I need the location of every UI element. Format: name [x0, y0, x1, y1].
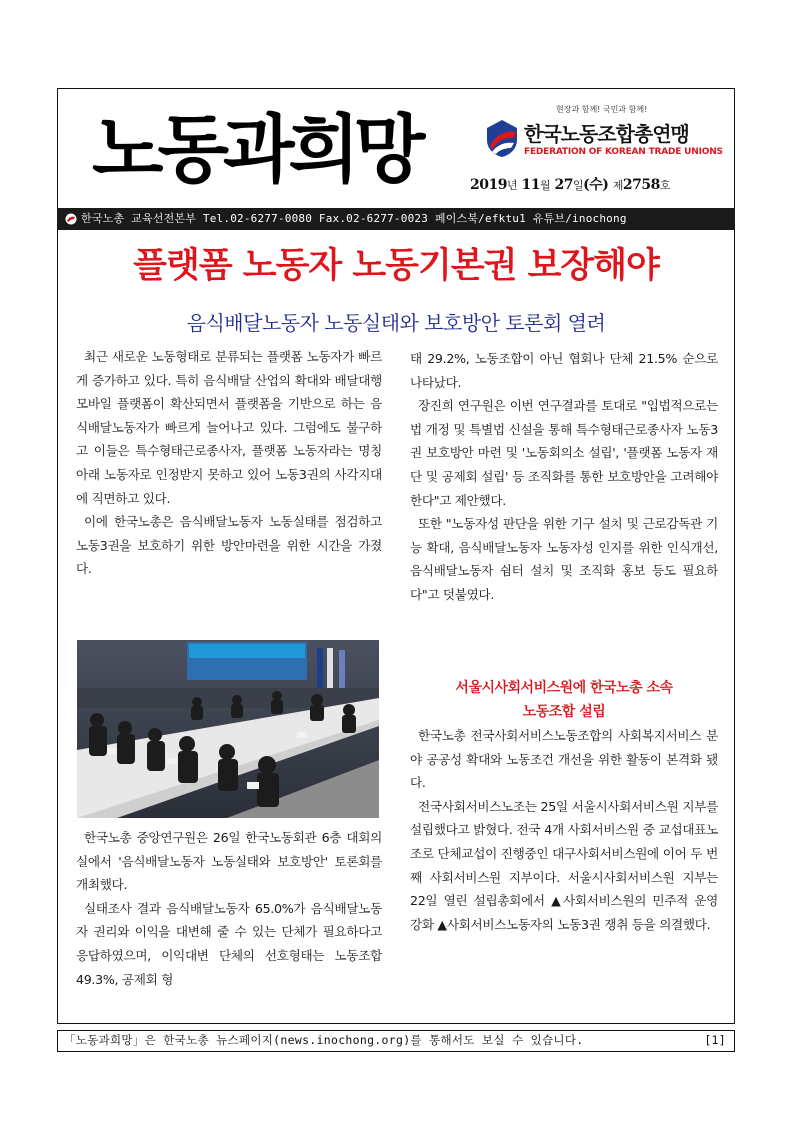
issue-year: 2019	[470, 177, 507, 193]
issue-day-unit: 일	[572, 179, 584, 192]
article-left-column-bottom	[76, 826, 382, 991]
paragraph: 이에 한국노총은 음식배달노동자 노동실태를 점검하고 노동3권을 보호하기 위한 방안마련을 위한 시간을 가졌다.	[76, 514, 382, 577]
page-number: [1]	[704, 1033, 726, 1047]
org-name: 한국노동조합총연맹	[524, 122, 689, 146]
headline: 플랫폼 노동자 노동기본권 보장해야	[133, 246, 659, 286]
footer-text: 「노동과희망」은 한국노총 뉴스페이지(news.inochong.org)를 통해서도 보실 수 있습니다.	[64, 1033, 584, 1047]
issue-number-unit: 호	[659, 179, 671, 192]
second-article-headline	[410, 676, 718, 724]
article-left-column-top	[76, 345, 382, 581]
fktu-logo-icon	[484, 118, 520, 158]
paragraph: 장진희 연구원은 이번 연구결과를 토대로 "입법적으로는 법 개정 및 특별법 신설을 통해 특수형태근로종사자 노동3권 보호방안 마련 및 '노동회의소 설립', '플랫폼 노동자 재단 및 공제회 설립' 등 조직화를 통한 보호방안을 고려해야 한다"고 제안했다.	[410, 398, 718, 508]
fktu-mark-icon	[65, 213, 77, 225]
paragraph: 최근 새로운 노동형태로 분류되는 플랫폼 노동자가 빠르게 증가하고 있다. 특히 음식배달 산업의 확대와 배달대행 모바일 플랫폼이 확산되면서 플랫폼을 기반으로 하는 음식배달노동자가 빠르게 늘어나고 있다. 그럼에도 불구하고 이들은 특수형태근로종사자, 플랫폼 노동자라는 명칭아래 노동자로 인정받지 못하고 있어 노동3권의 사각지대에 직면하고 있다.	[76, 349, 382, 506]
article-right-column	[410, 347, 718, 607]
org-tagline: 현장과 함께! 국민과 함께!	[556, 105, 648, 114]
paragraph: 태 29.2%, 노동조합이 아닌 협회나 단체 21.5% 순으로 나타났다.	[410, 351, 718, 390]
issue-month: 11	[521, 177, 540, 193]
subheadline: 음식배달노동자 노동실태와 보호방안 토론회 열려	[186, 311, 606, 335]
issue-date-number	[470, 174, 670, 194]
second-article-headline-line1: 서울시사회서비스원에 한국노총 소속	[455, 680, 673, 696]
contact-bar	[57, 208, 735, 230]
paragraph: 한국노총 중앙연구원은 26일 한국노동회관 6층 대회의실에서 '음식배달노동자 노동실태와 보호방안' 토론회를 개최했다.	[76, 830, 382, 893]
footer	[57, 1030, 735, 1052]
issue-number: 2758	[622, 177, 660, 193]
issue-year-unit: 년	[506, 179, 518, 192]
paragraph: 전국사회서비스노조는 25일 서울시사회서비스원 지부를 설립했다고 밝혔다. 전국 4개 사회서비스원 중 교섭대표노조로 단체교섭이 진행중인 대구사회서비스원에 이어 두 번째 사회서비스원 지부이다. 서울시사회서비스원 지부는 22일 열린 설립총회에서 ▲사회서비스원의 민주적 운영 강화 ▲사회서비스노동자의 노동3권 쟁취 등을 의결했다.	[410, 798, 718, 932]
paragraph: 한국노총 전국사회서비스노동조합의 사회복지서비스 분야 공공성 확대와 노동조건 개선을 위한 활동이 본격화 됐다.	[410, 728, 718, 791]
second-article-body	[410, 724, 718, 936]
forum-photo	[77, 640, 379, 818]
second-article-headline-line2: 노동조합 설립	[522, 704, 606, 720]
issue-day: 27	[554, 177, 573, 193]
paragraph: 또한 "노동자성 판단을 위한 기구 설치 및 근로감독관 기능 확대, 음식배달노동자 노동자성 인지를 위한 인식개선, 음식배달노동자 쉼터 설치 및 조직화 홍보 등도 필요하다"고 덧붙였다.	[410, 516, 718, 602]
issue-weekday: (수)	[583, 177, 609, 193]
org-name-english: FEDERATION OF KOREAN TRADE UNIONS	[524, 147, 723, 157]
issue-number-prefix: 제	[612, 179, 623, 192]
issue-month-unit: 월	[539, 179, 551, 192]
newsletter-title: 노동과희망	[92, 107, 420, 193]
paragraph: 실태조사 결과 음식배달노동자 65.0%가 음식배달노동자 권리와 이익을 대변해 줄 수 있는 단체가 필요하다고 응답하였으며, 이익대변 단체의 선호형태는 노동조합 49.3%, 공제회 형	[76, 900, 382, 987]
contact-info: 한국노총 교육선전본부 Tel.02-6277-0080 Fax.02-6277-0023 페이스북/efktu1 유튜브/inochong	[81, 212, 627, 225]
